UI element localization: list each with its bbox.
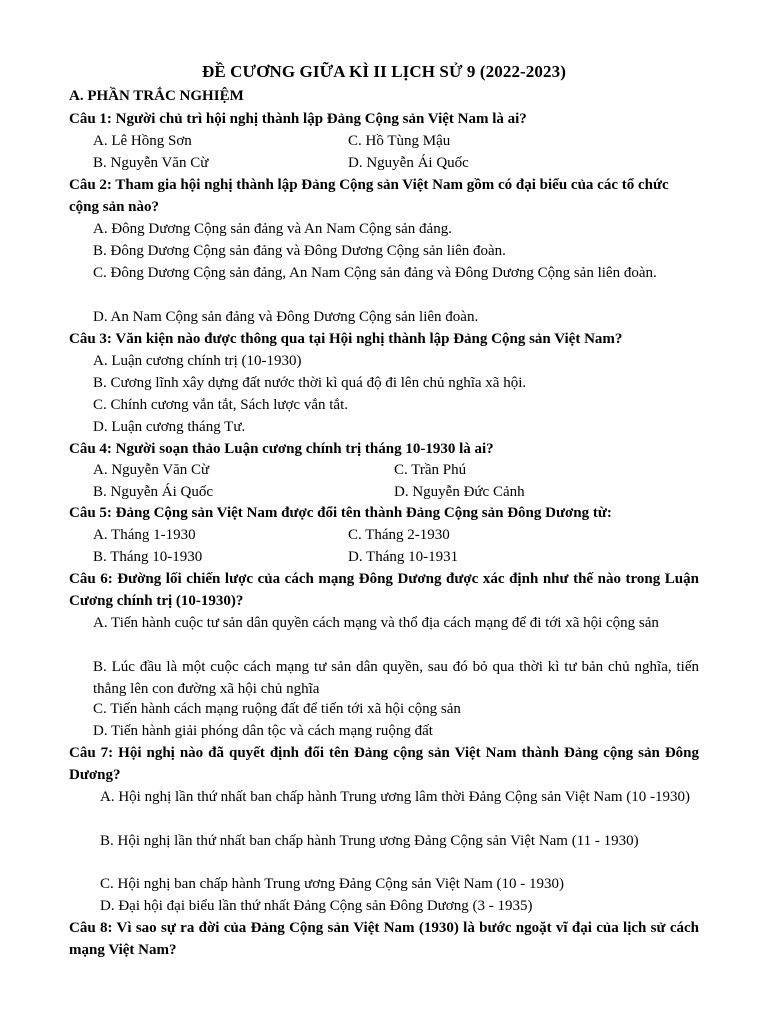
q3-option-d: D. Luận cương tháng Tư. bbox=[93, 419, 246, 435]
question-5: Câu 5: Đảng Cộng sản Việt Nam được đổi tên thành Đảng Cộng sản Đông Dương từ: bbox=[69, 505, 612, 521]
question-1: Câu 1: Người chủ trì hội nghị thành lập Đảng Cộng sản Việt Nam là ai? bbox=[69, 111, 527, 127]
q1-option-c: C. Hồ Tùng Mậu bbox=[348, 133, 451, 149]
q1-option-a: A. Lê Hồng Sơn bbox=[93, 133, 192, 149]
q6-option-c: C. Tiến hành cách mạng ruộng đất để tiến tới xã hội cộng sản bbox=[93, 701, 461, 717]
q4-option-a: A. Nguyễn Văn Cừ bbox=[93, 462, 210, 478]
q6-option-a: A. Tiến hành cuộc tư sản dân quyền cách mạng và thổ địa cách mạng để đi tới xã hội cộng sản bbox=[93, 615, 659, 631]
question-2: Câu 2: Tham gia hội nghị thành lập Đảng Cộng sản Việt Nam gồm có đại biểu của các tổ chức cộng sản nào? bbox=[69, 177, 669, 215]
q3-option-c: C. Chính cương vắn tắt, Sách lược vắn tắt. bbox=[93, 397, 348, 413]
question-4: Câu 4: Người soạn thảo Luận cương chính trị tháng 10-1930 là ai? bbox=[69, 441, 494, 457]
question-6: Câu 6: Đường lối chiến lược của cách mạng Đông Dương được xác định như thế nào trong Luận Cương chính trị (10-1930)? bbox=[69, 571, 699, 609]
q7-option-c: C. Hội nghị ban chấp hành Trung ương Đảng Cộng sản Việt Nam (10 - 1930) bbox=[100, 876, 565, 892]
q6-option-b: B. Lúc đầu là một cuộc cách mạng tư sản dân quyền, sau đó bỏ qua thời kì tư bản chủ nghĩa, tiến thẳng lên con đường xã hội chủ nghĩa bbox=[93, 659, 699, 697]
q2-option-a: A. Đông Dương Cộng sản đảng và An Nam Cộng sản đảng. bbox=[93, 221, 452, 237]
question-3: Câu 3: Văn kiện nào được thông qua tại Hội nghị thành lập Đảng Cộng sản Việt Nam? bbox=[69, 331, 623, 347]
q2-option-c: C. Đông Dương Cộng sản đảng, An Nam Cộng sản đảng và Đông Dương Cộng sản liên đoàn. bbox=[93, 265, 657, 281]
q5-option-c: C. Tháng 2-1930 bbox=[348, 527, 450, 543]
q4-option-b: B. Nguyễn Ái Quốc bbox=[93, 484, 213, 500]
q3-option-b: B. Cương lĩnh xây dựng đất nước thời kì quá độ đi lên chủ nghĩa xã hội. bbox=[93, 375, 527, 391]
q4-option-d: D. Nguyễn Đức Cảnh bbox=[394, 484, 525, 500]
question-8: Câu 8: Vì sao sự ra đời của Đảng Cộng sản Việt Nam (1930) là bước ngoặt vĩ đại của lịch sử cách mạng Việt Nam? bbox=[69, 920, 699, 958]
q6-option-d: D. Tiến hành giải phóng dân tộc và cách mạng ruộng đất bbox=[93, 723, 433, 739]
question-7: Câu 7: Hội nghị nào đã quyết định đổi tên Đảng cộng sản Việt Nam thành Đảng cộng sản Đông Dương? bbox=[69, 745, 699, 783]
q7-option-d: D. Đại hội đại biểu lần thứ nhất Đảng Cộng sản Đông Dương (3 - 1935) bbox=[100, 898, 533, 914]
q5-option-b: B. Tháng 10-1930 bbox=[93, 549, 203, 565]
q5-option-a: A. Tháng 1-1930 bbox=[93, 527, 196, 543]
q7-option-b: B. Hội nghị lần thứ nhất ban chấp hành Trung ương Đảng Cộng sản Việt Nam (11 - 1930) bbox=[100, 833, 639, 849]
q2-option-d: D. An Nam Cộng sản đảng và Đông Dương Cộng sản liên đoàn. bbox=[93, 309, 479, 325]
document-title: ĐỀ CƯƠNG GIỮA KÌ II LỊCH SỬ 9 (2022-2023) bbox=[202, 62, 566, 81]
q5-option-d: D. Tháng 10-1931 bbox=[348, 549, 459, 565]
section-heading: A. PHẦN TRẮC NGHIỆM bbox=[69, 88, 244, 104]
q3-option-a: A. Luận cương chính trị (10-1930) bbox=[93, 353, 302, 369]
q2-option-b: B. Đông Dương Cộng sản đảng và Đông Dương Cộng sản liên đoàn. bbox=[93, 243, 506, 259]
q1-option-d: D. Nguyễn Ái Quốc bbox=[348, 155, 469, 171]
q7-option-a: A. Hội nghị lần thứ nhất ban chấp hành Trung ương lâm thời Đảng Cộng sản Việt Nam (10 -1930) bbox=[100, 789, 691, 805]
q4-option-c: C. Trần Phú bbox=[394, 462, 467, 478]
q1-option-b: B. Nguyễn Văn Cừ bbox=[93, 155, 209, 171]
